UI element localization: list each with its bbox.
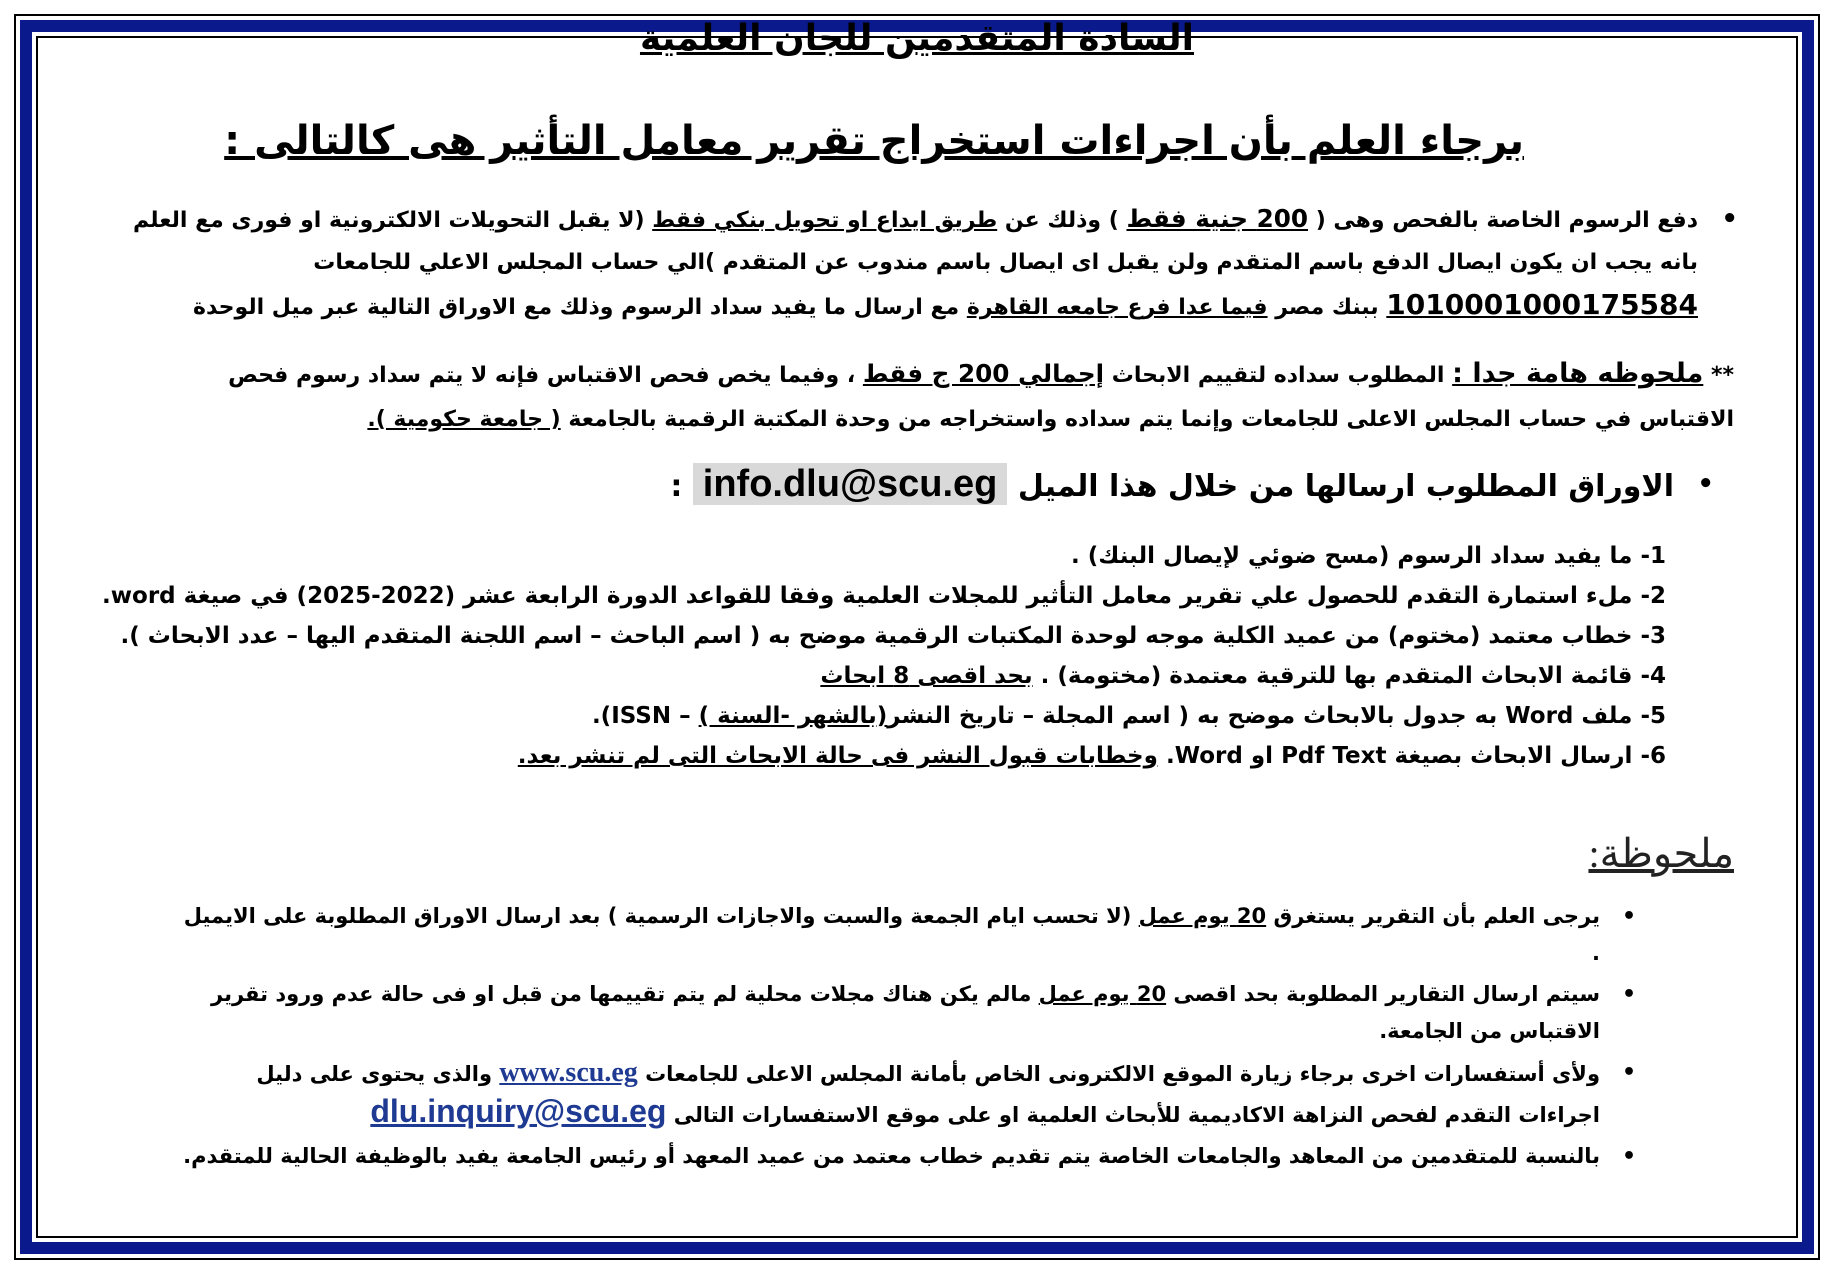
inquiry-email-link[interactable]: dlu.inquiry@scu.eg [370,1093,667,1129]
scu-website-link[interactable]: www.scu.eg [499,1057,638,1088]
fees-text-5: مع ارسال ما يفيد سداد الرسوم وذلك مع الاوراق التالية عبر ميل الوحدة [192,295,960,320]
required-papers-list [102,536,1666,776]
note-item-inquiries: • ولأى أستفسارات اخرى برجاء زيارة الموقع الالكترونى الخاص بأمانة المجلس الاعلى للجامعات www.scu.eg والذى يحتوى على دليل اجراءات التقدم لفحص النزاهة الاكاديمية للأبحاث العلمية او على موقع الاستفسارات التالى dlu.inquiry@scu.eg [180,1054,1636,1134]
list-item: 2- ملء استمارة التقدم للحصول علي تقرير معامل التأثير للمجلات العلمية وفقا للقواعد الدورة الرابعة عشر (2022-2025) في صيغة word. [102,583,1666,609]
notes-list [180,898,1636,1179]
papers-colon: : [670,469,683,504]
document-page [40,18,1794,1234]
main-title: برجاء العلم بأن اجراءات استخراج تقرير معامل التأثير هى كالتالى : [224,118,1524,164]
fees-text-2: ) وذلك عن [1004,208,1119,233]
list-item: 6- ارسال الابحاث بصيغة Pdf Text او Word. وخطابات قبول النشر فى حالة الابحاث التى لم تنشر بعد. [517,743,1666,769]
note-days-1: 20 يوم عمل [1138,904,1267,928]
important-note-heading: ملحوظه هامة جدا : [1452,358,1704,389]
top-title: السادة المتقدمين للجان العلمية [639,18,1195,59]
note-item-max: • سيتم ارسال التقارير المطلوبة بحد اقصى 20 يوم عمل مالم يكن هناك مجلات محلية لم يتم تقييمها من قبل او فى حالة عدم ورود تقرير الاقتباس من الجامعة. [180,976,1636,1050]
important-note-total: إجمالي 200 ج فقط [862,359,1105,388]
important-note [150,352,1734,442]
fees-paragraph [120,198,1738,329]
fees-except: فيما عدا فرع جامعه القاهرة [966,295,1268,320]
list-item: 1- ما يفيد سداد الرسوم (مسح ضوئي لإيصال البنك) . [1071,543,1666,569]
note-label: ملحوظة: [1588,831,1734,876]
note-item-duration: • يرجى العلم بأن التقرير يستغرق 20 يوم عمل (لا تحسب ايام الجمعة والسبت والاجازات الرسمية ) بعد ارسال الاوراق المطلوبة على الايميل . [180,898,1636,972]
note-prefix: ** [1710,363,1734,388]
list-item: 4- قائمة الابحاث المتقدم بها للترقية معتمدة (مختومة) . بحد اقصى 8 ابحاث [820,663,1666,689]
list-item: 5- ملف Word به جدول بالابحاث موضح به ( اسم المجلة – تاريخ النشر(بالشهر -السنة ) – ISSN). [591,703,1666,729]
papers-bullet [120,460,1714,511]
important-note-text-2: ، وفيما يخص فحص الاقتباس فإنه لا يتم سداد رسوم فحص الاقتباس في حساب المجلس الاعلى للجامعات وإنما يتم سداده واستخراجه من وحدة المكتبة الرقمية بالجامعة [228,363,1734,432]
papers-heading-row [120,460,1714,511]
list-item: 3- خطاب معتمد (مختوم) من عميد الكلية موجه لوحدة المكتبات الرقمية موضح به ( اسم الباحث – اسم اللجنة المتقدم اليها – عدد الابحاث ). [120,623,1666,649]
fees-text-3: (لا يقبل التحويلات الالكترونية او فورى مع العلم بانه يجب ان يكون ايصال الدفع باسم المتقدم ولن يقبل اى ايصال باسم مندوب عن المتقدم )الي حساب المجلس الاعلي للجامعات [133,208,1698,275]
note-days-2: 20 يوم عمل [1038,982,1167,1006]
fees-bullet [120,198,1738,329]
note-item-private: • بالنسبة للمتقدمين من المعاهد والجامعات الخاصة يتم تقديم خطاب معتمد من عميد المعهد أو رئيس الجامعة يفيد بالوظيفة الحالية للمتقدم. [180,1138,1636,1175]
papers-heading: الاوراق المطلوب ارسالها من خلال هذا الميل [1017,469,1674,504]
important-note-gov: ( جامعة حكومية ). [367,407,561,432]
important-note-text-1: المطلوب سداده لتقييم الابحاث [1111,363,1445,388]
fees-text-4: ببنك مصر [1275,295,1379,320]
fees-amount: 200 جنية فقط [1126,204,1309,233]
bank-account-number: 1010001000175584 [1386,288,1698,321]
submission-email[interactable]: info.dlu@scu.eg [693,463,1008,505]
fees-text-1: دفع الرسوم الخاصة بالفحص وهى ( [1315,208,1698,233]
fees-method: طريق ايداع او تحويل بنكي فقط [652,208,998,233]
